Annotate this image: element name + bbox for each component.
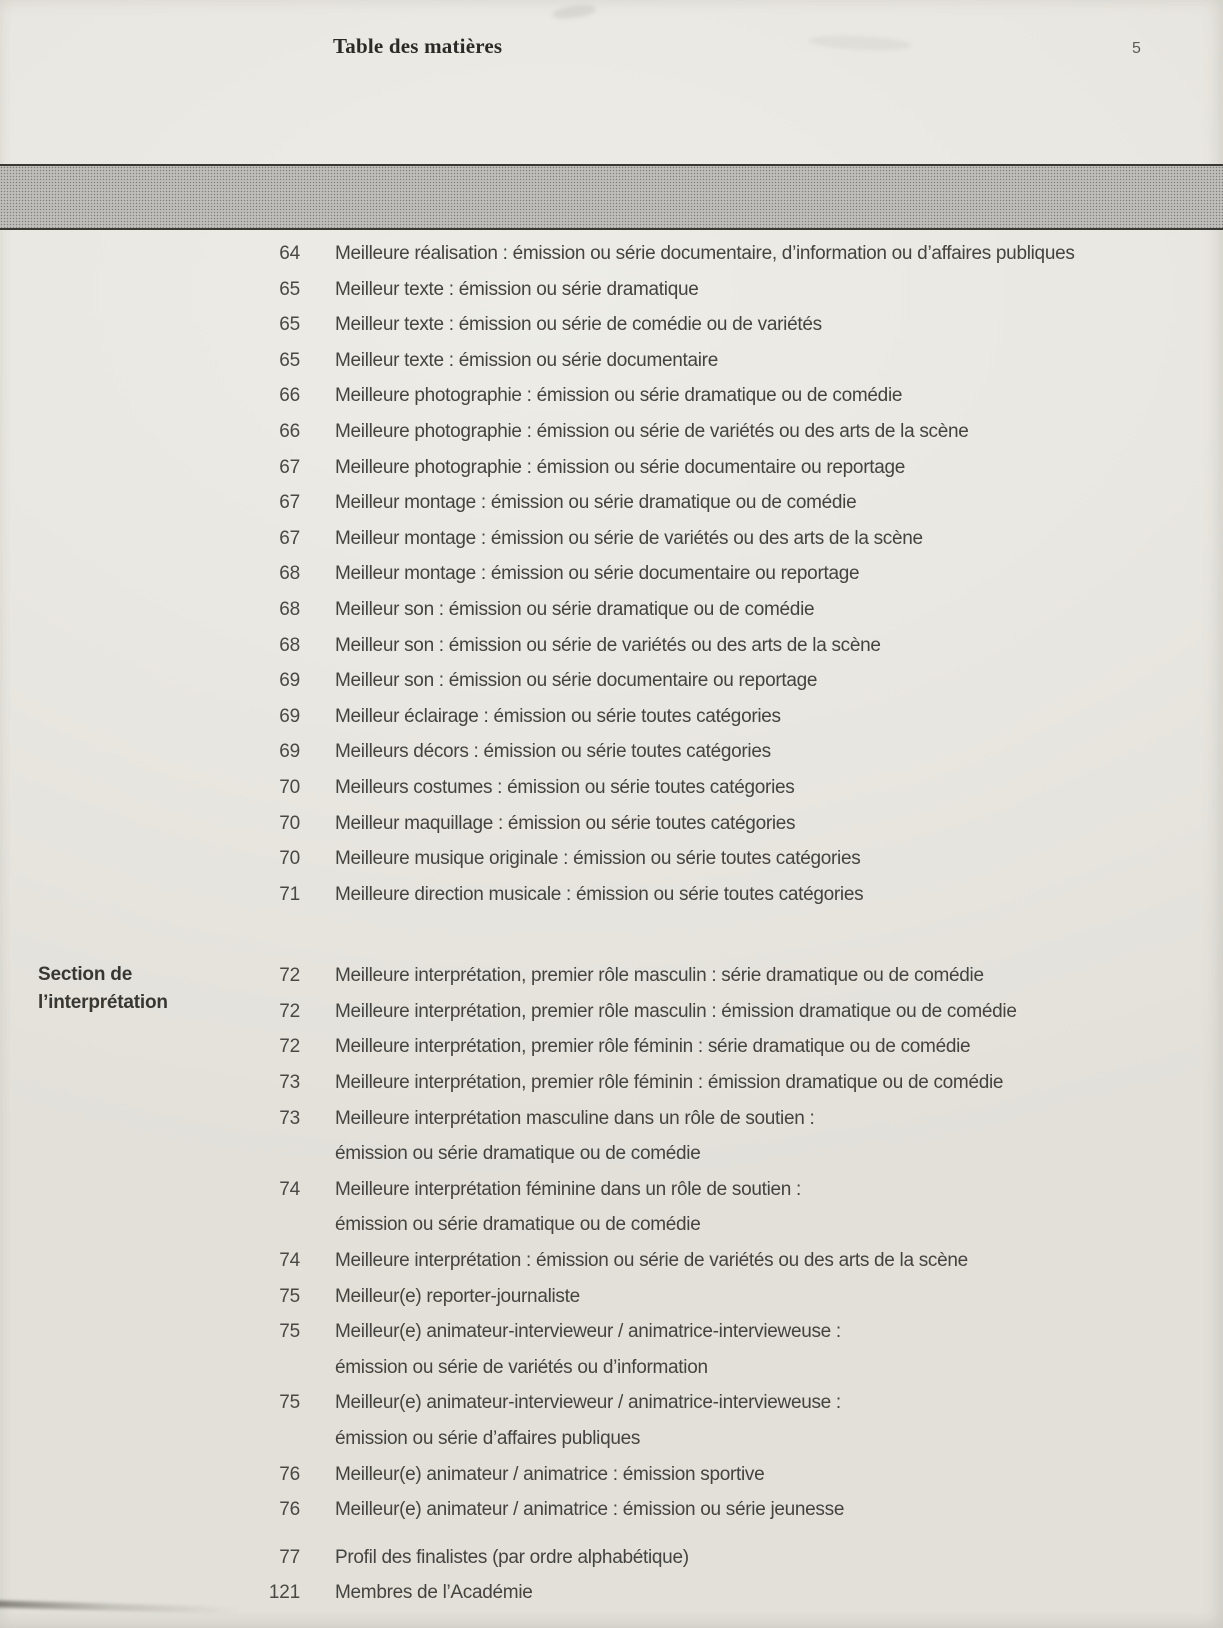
toc-entry-line: Meilleur son : émission ou série dramatique ou de comédie [335,598,815,620]
toc-entry [240,485,1075,521]
toc-entry-page: 70 [279,776,300,798]
toc-entry-line: Meilleure photographie : émission ou série documentaire ou reportage [335,456,906,478]
toc-entry-page: 70 [279,812,300,834]
toc-entry-label [335,1029,970,1065]
toc-entry [240,414,1075,450]
toc-entry-label [335,592,814,628]
toc-entry-label [335,1279,580,1315]
toc-entry [240,877,1075,913]
toc-entry-page: 64 [279,243,300,264]
toc-entry-line: Meilleur montage : émission ou série de variétés ou des arts de la scène [335,527,923,549]
toc-entry [240,1029,1075,1065]
toc-entry-line: Meilleurs costumes : émission ou série toutes catégories [335,776,795,798]
toc-entry [240,1243,1075,1279]
toc-entry-label [335,1385,841,1456]
toc-entry-line: Profil des finalistes (par ordre alphabétique) [335,1546,689,1568]
toc-entry-line: Meilleure photographie : émission ou série de variétés ou des arts de la scène [335,420,969,442]
toc-entry-page: 74 [279,1250,300,1272]
toc-entry-label [335,343,718,379]
toc-entry-line: Meilleur texte : émission ou série documentaire [335,349,718,371]
toc-entry [240,1314,1075,1385]
toc-entry-label [335,663,817,699]
toc-entry-line: Meilleure direction musicale : émission ou série toutes catégories [335,883,864,905]
toc-entry-page: 69 [279,741,300,763]
toc-entry-label [335,521,923,557]
page-title: Table des matières [333,34,503,58]
toc-entry-line: Meilleur(e) animateur-intervieweur / animatrice-intervieweuse : [335,1392,841,1414]
paper-streak [0,1600,254,1614]
toc-entry-page: 65 [279,349,300,371]
toc-entry-line: Meilleur maquillage : émission ou série toutes catégories [335,812,796,834]
toc-entry-line: Meilleure interprétation féminine dans un rôle de soutien : [335,1178,802,1200]
toc-entry-line: Meilleur son : émission ou série de variétés ou des arts de la scène [335,634,881,656]
toc-entry [240,663,1075,699]
toc-list [240,236,1075,1611]
toc-entry-label [335,556,859,592]
toc-entry-page: 72 [279,1000,300,1022]
toc-entry-line: Meilleure interprétation, premier rôle masculin : émission dramatique ou de comédie [335,1000,1017,1022]
toc-entry [240,236,1075,272]
toc-entry [240,1540,1075,1576]
toc-entry [240,1575,1075,1611]
toc-entry-label [335,806,795,842]
toc-entry-label [335,1457,764,1493]
toc-entry [240,378,1075,414]
toc-entry-page: 65 [279,314,300,336]
toc-entry-page: 66 [279,385,300,407]
toc-entry-page: 72 [279,965,300,987]
section-label-line: Section de [38,964,133,985]
paper-smudge [551,3,596,21]
toc-entry-line: Meilleur son : émission ou série documentaire ou reportage [335,670,818,692]
toc-entry-page: 66 [279,420,300,442]
toc-entry [240,272,1075,308]
toc-entry-line: Meilleure interprétation : émission ou série de variétés ou des arts de la scène [335,1250,968,1272]
toc-entry-label [335,1101,814,1172]
toc-entry-page: 69 [279,705,300,727]
toc-entry-page: 69 [279,670,300,692]
toc-entry [240,450,1075,486]
toc-entry-page: 73 [279,1072,300,1094]
page-number: 5 [1132,40,1141,57]
toc-entry-label [335,1540,689,1576]
toc-entry-page: 68 [279,563,300,585]
toc-entry-label [335,994,1017,1030]
toc-entry-page: 71 [279,883,300,905]
toc-entry-label [335,307,822,343]
toc-entry-label [335,877,863,913]
toc-entry-page: 76 [279,1499,300,1521]
toc-entry-page: 67 [279,527,300,549]
toc-entry-line: Meilleure interprétation masculine dans un rôle de soutien : [335,1107,815,1129]
toc-entry-line: Meilleur(e) reporter-journaliste [335,1285,580,1307]
toc-entry-line: Meilleur(e) animateur / animatrice : émission sportive [335,1463,765,1485]
toc-entry-label [335,236,1075,272]
toc-entry-line: émission ou série dramatique ou de comédie [335,1143,701,1165]
toc-entry [240,1385,1075,1456]
toc-entry-page: 76 [279,1463,300,1485]
toc-entry [240,1172,1075,1243]
section-label-line: l’interprétation [38,992,168,1013]
toc-entry-label [335,1492,844,1528]
toc-entry-line: Meilleur texte : émission ou série dramatique [335,278,699,300]
toc-entry [240,592,1075,628]
toc-entry-line: Meilleur texte : émission ou série de comédie ou de variétés [335,314,822,336]
toc-entry-line: Meilleur montage : émission ou série documentaire ou reportage [335,563,860,585]
toc-entry [240,699,1075,735]
toc-entry-label [335,958,984,994]
toc-entry-line: Meilleur éclairage : émission ou série toutes catégories [335,705,781,727]
toc-entry-label [335,699,781,735]
toc-entry-page: 75 [279,1285,300,1307]
toc-entry-label [335,450,905,486]
toc-entry-page: 75 [279,1321,300,1343]
toc-entry-line: Meilleurs décors : émission ou série toutes catégories [335,741,771,763]
toc-entry-line: Meilleur(e) animateur / animatrice : émission ou série jeunesse [335,1499,845,1521]
toc-entry-page: 68 [279,634,300,656]
toc-entry-line: Meilleure musique originale : émission ou série toutes catégories [335,848,861,870]
toc-entry [240,1457,1075,1493]
toc-entry-page: 67 [279,492,300,514]
toc-entry-line: Membres de l’Académie [335,1582,533,1604]
toc-entry-page: 74 [279,1178,300,1200]
toc-entry [240,556,1075,592]
toc-entry-page: 75 [279,1392,300,1414]
toc-entry [240,770,1075,806]
toc-entry [240,1065,1075,1101]
section-label [38,961,168,1017]
toc-entry-page: 73 [279,1107,300,1129]
toc-entry [240,841,1075,877]
toc-entry [240,1101,1075,1172]
toc-entry [240,1279,1075,1315]
toc-entry [240,994,1075,1030]
toc-entry-label [335,1575,533,1611]
toc-entry-label [335,1314,841,1385]
toc-entry [240,343,1075,379]
toc-entry-label [335,841,860,877]
toc-entry-page: 68 [279,598,300,620]
toc-entry-line: Meilleur montage : émission ou série dramatique ou de comédie [335,492,857,514]
toc-entry [240,628,1075,664]
toc-entry-line: Meilleur(e) animateur-intervieweur / animatrice-intervieweuse : [335,1321,841,1343]
toc-entry-line: Meilleure interprétation, premier rôle féminin : série dramatique ou de comédie [335,1036,971,1058]
toc-entry-label [335,1065,1003,1101]
toc-entry [240,307,1075,343]
toc-entry-page: 65 [279,278,300,300]
toc-entry-label [335,378,902,414]
toc-entry-line: émission ou série de variétés ou d’information [335,1356,708,1378]
toc-entry [240,521,1075,557]
toc-entry-page: 77 [279,1546,300,1568]
toc-entry [240,958,1075,994]
toc-entry-label [335,414,969,450]
separator-band [0,164,1223,230]
toc-entry-page: 67 [279,456,300,478]
toc-entry-label [335,1243,968,1279]
toc-entry-label [335,1172,801,1243]
toc-entry-page: 72 [279,1036,300,1058]
toc-entry [240,806,1075,842]
paper-smudge [808,33,913,52]
toc-entry-label [335,272,699,308]
toc-entry-line: émission ou série d’affaires publiques [335,1428,641,1449]
toc-entry-line: Meilleure interprétation, premier rôle masculin : série dramatique ou de comédie [335,965,984,987]
toc-entry [240,734,1075,770]
toc-entry-line: Meilleure réalisation : émission ou série documentaire, d’information ou d’affaires publiques [335,243,1075,264]
toc-entry-line: Meilleure interprétation, premier rôle féminin : émission dramatique ou de comédie [335,1072,1004,1094]
toc-entry-page: 121 [268,1582,300,1604]
toc-entry-line: Meilleure photographie : émission ou série dramatique ou de comédie [335,385,903,407]
toc-entry-label [335,485,856,521]
toc-entry-line: émission ou série dramatique ou de comédie [335,1214,701,1236]
toc-entry-label [335,770,794,806]
toc-entry [240,1492,1075,1528]
toc-entry-label [335,628,881,664]
toc-entry-label [335,734,771,770]
toc-entry-page: 70 [279,848,300,870]
